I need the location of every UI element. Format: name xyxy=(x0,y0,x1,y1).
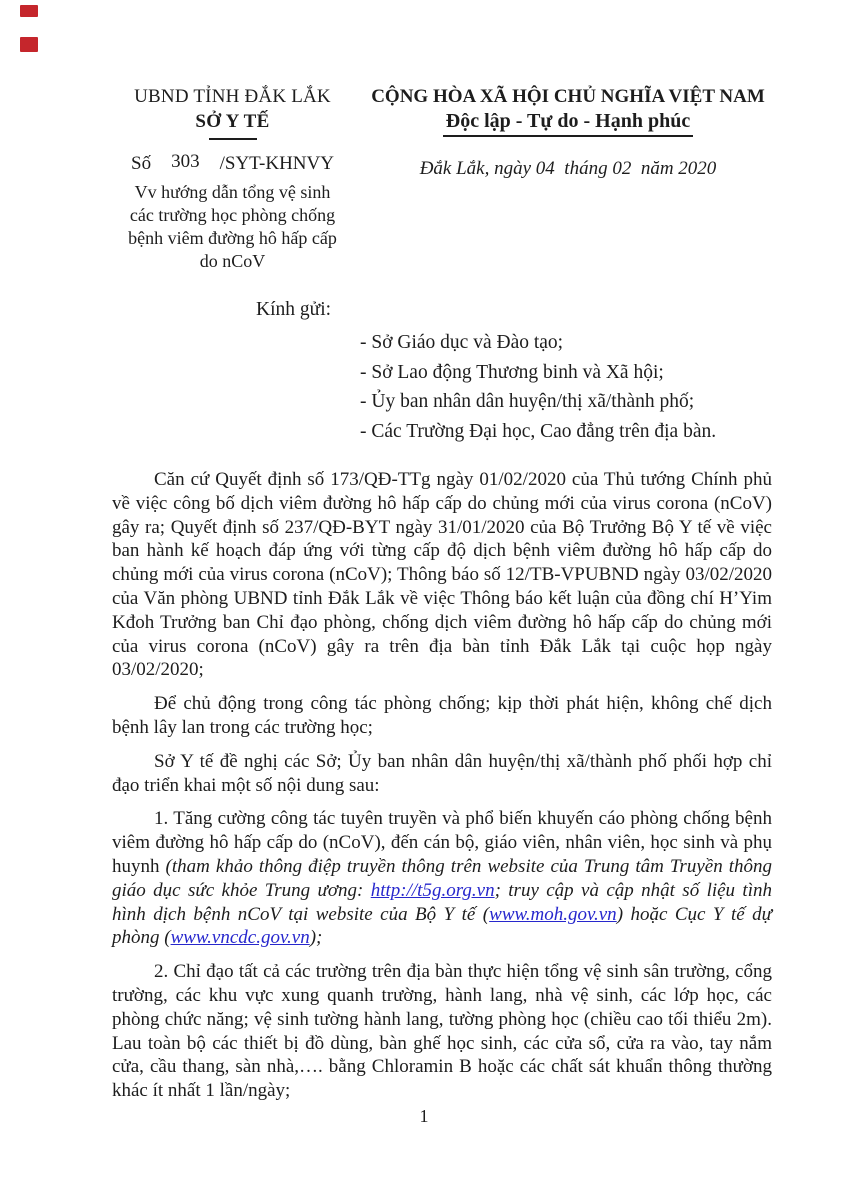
salutation: Kính gửi: xyxy=(256,299,332,320)
national-header-block xyxy=(366,86,770,180)
body-paragraph-basis: Căn cứ Quyết định số 173/QĐ-TTg ngày 01/02/2020 của Thủ tướng Chính phủ về việc công bố dịch viêm đường hô hấp cấp do chủng mới của virus corona (nCoV) gây ra; Quyết định số 237/QĐ-BYT ngày 31/01/2020 của Bộ Trưởng Bộ Y tế về việc ban hành kế hoạch đáp ứng với từng cấp độ dịch bệnh viêm đường hô hấp cấp do chủng mới của virus corona (nCoV); Thông báo số 12/TB-VPUBND ngày 03/02/2020 của Văn phòng UBND tỉnh Đắk Lắk về việc Thông báo kết luận của đồng chí H’Yim Kđoh Trưởng ban Chỉ đạo phòng, chống dịch viêm đường hô hấp cấp do chủng mới của virus corona (nCoV) gây ra trên địa bàn tỉnh Đắk Lắk tại cuộc họp ngày 03/02/2020; xyxy=(112,469,772,681)
body-item-2: 2. Chỉ đạo tất cả các trường trên địa bàn thực hiện tổng vệ sinh sân trường, cổng trường, các khu vực xung quanh trường, hành lang, nhà vệ sinh, các lớp học, các phòng chức năng; vệ sinh tường hành lang, tường phòng học (chiều cao tối thiểu 2m). Lau toàn bộ các thiết bị đồ dùng, bàn ghế học sinh, các cửa sổ, cửa ra vào, tay nắm cửa, cầu thang, sàn nhà,…. bằng Chloramin B hoặc các chất sát khuẩn thông thường khác ít nhất 1 lần/ngày; xyxy=(112,961,772,1102)
item1-note: ); xyxy=(309,927,323,949)
recipient-item: - Sở Giáo dục và Đào tạo; xyxy=(360,332,564,353)
scan-artifact-mark-1 xyxy=(20,5,38,17)
link-moh[interactable]: www.moh.gov.vn xyxy=(489,903,617,925)
body-paragraph-purpose: Để chủ động trong công tác phòng chống; kịp thời phát hiện, không chế dịch bệnh lây lan trong các trường học; xyxy=(112,693,772,738)
recipients-section xyxy=(256,299,716,446)
doc-subject-line: bệnh viêm đường hô hấp cấp xyxy=(128,228,337,248)
recipient-item: - Các Trường Đại học, Cao đẳng trên địa bàn. xyxy=(360,420,717,442)
doc-number-suffix: /SYT-KHNVY xyxy=(219,153,334,174)
doc-number-value: 303 xyxy=(171,151,200,172)
doc-subject-line: các trường học phòng chống xyxy=(129,205,336,225)
doc-number-label: Số xyxy=(131,153,152,174)
recipient-item: - Sở Lao động Thương binh và Xã hội; xyxy=(360,361,664,383)
doc-subject-line: do nCoV xyxy=(199,251,266,271)
doc-subject-line: Vv hướng dẫn tổng vệ sinh xyxy=(134,182,331,202)
link-t5g[interactable]: http://t5g.org.vn xyxy=(370,879,495,901)
doc-number xyxy=(110,153,355,175)
place-dateline: Đắk Lắk, ngày 04 tháng 02 năm 2020 xyxy=(419,158,717,179)
org-name: SỞ Y TẾ xyxy=(195,111,270,132)
body-item-1 xyxy=(112,807,772,950)
page-number: 1 xyxy=(419,1106,429,1126)
org-underline-rule xyxy=(209,138,257,140)
org-parent-name: UBND TỈNH ĐẮK LẮK xyxy=(134,86,331,107)
national-motto-line1: CỘNG HÒA XÃ HỘI CHỦ NGHĨA VIỆT NAM xyxy=(371,86,765,107)
item1-note: ) hoặc Cục Y tế dự phòng ( xyxy=(112,903,772,949)
item1-note: ; truy cập và cập nhật số liệu tình hình dịch bệnh nCoV tại website của Bộ Y tế ( xyxy=(112,879,772,925)
link-vncdc[interactable]: www.vncdc.gov.vn xyxy=(170,927,310,949)
doc-subject xyxy=(110,181,355,273)
recipient-list xyxy=(360,328,716,446)
recipient-item: - Ủy ban nhân dân huyện/thị xã/thành phố; xyxy=(360,391,695,412)
body-paragraph-request: Sở Y tế đề nghị các Sở; Ủy ban nhân dân huyện/thị xã/thành phố phối hợp chỉ đạo triển khai một số nội dung sau: xyxy=(112,750,772,796)
national-motto-line2: Độc lập - Tự do - Hạnh phúc xyxy=(443,110,693,137)
document-body xyxy=(112,468,772,1113)
item1-note: (tham khảo thông điệp truyền thông trên website của Trung tâm Truyền thông giáo dục sức khỏe Trung ương: xyxy=(112,855,773,901)
item1-text: 1. Tăng cường công tác tuyên truyền và phổ biến khuyến cáo phòng chống bệnh viêm đường hô hấp cấp do (nCoV), đến cán bộ, giáo viên, nhân viên, học sinh và phụ huynh xyxy=(112,808,772,877)
scan-artifact-mark-2 xyxy=(20,37,38,52)
issuing-org-block xyxy=(110,86,355,273)
